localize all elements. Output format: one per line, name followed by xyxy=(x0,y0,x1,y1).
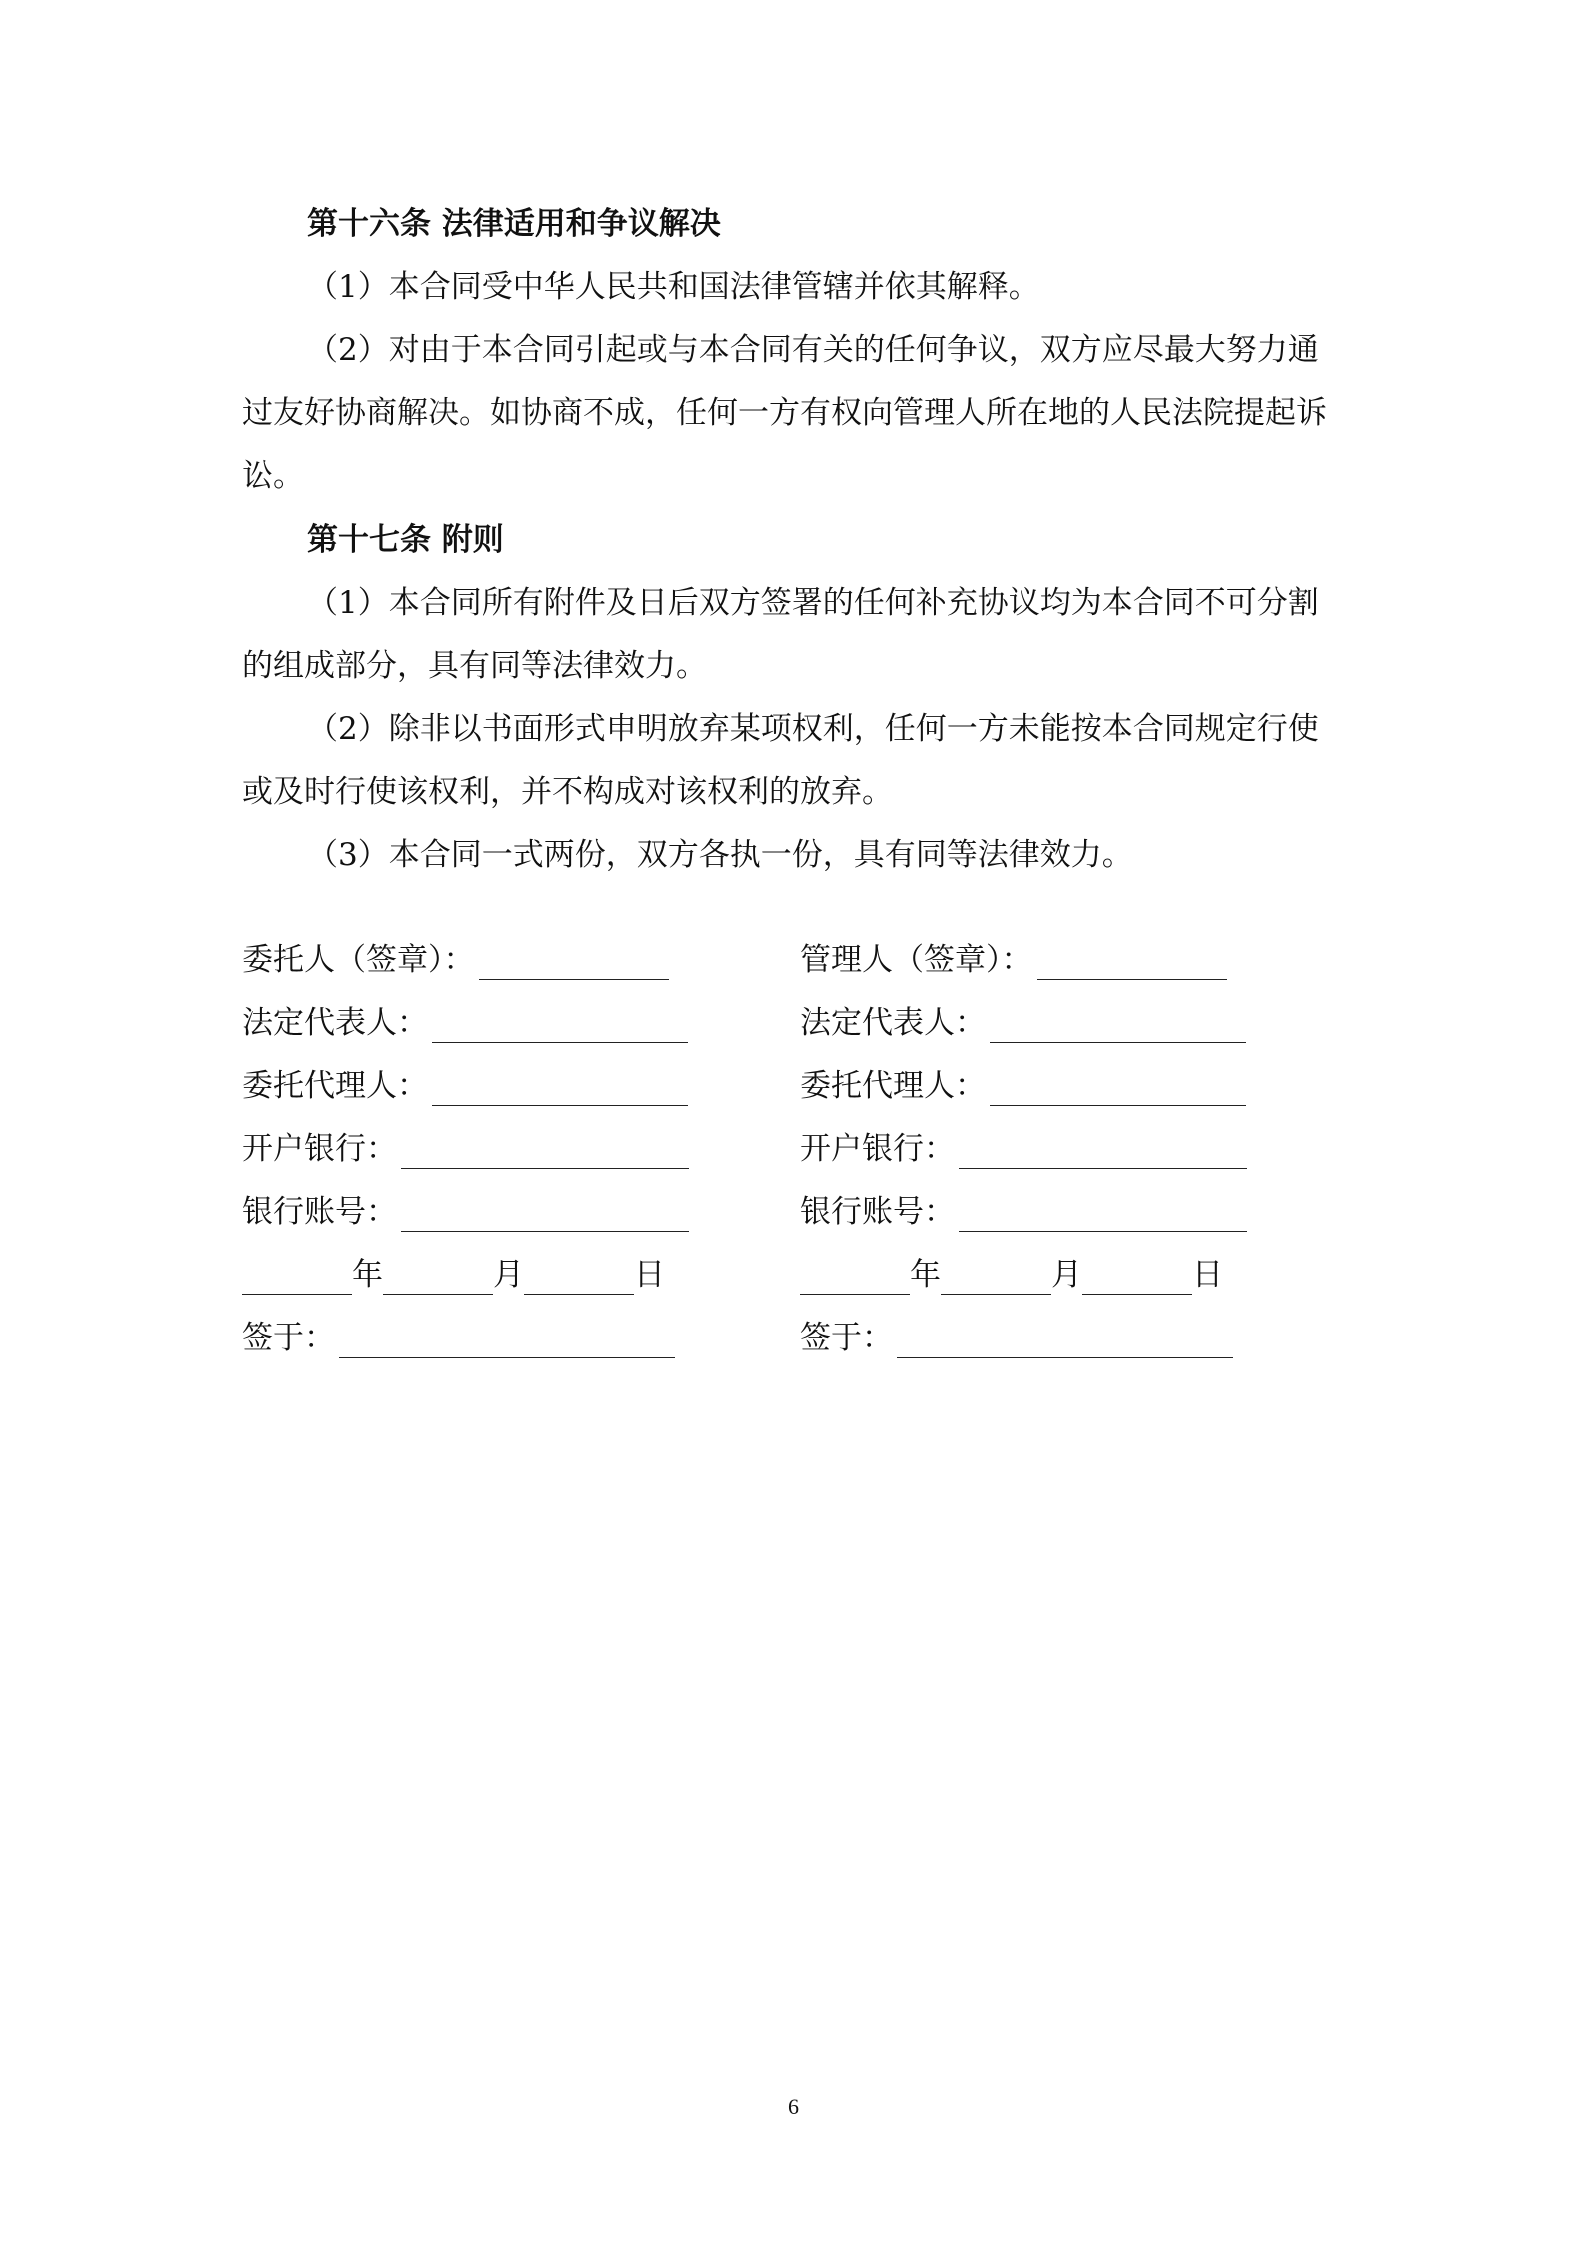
left-legal-rep-line[interactable] xyxy=(432,1012,688,1043)
left-agent-row xyxy=(242,1066,688,1106)
left-signed-at-row xyxy=(242,1318,675,1358)
article-17-clause-1-line-2: 的组成部分，具有同等法律效力。 xyxy=(242,648,707,684)
right-party-signature-line[interactable] xyxy=(1037,949,1227,980)
left-month-line[interactable] xyxy=(383,1264,493,1295)
right-party-signature-row xyxy=(800,940,1227,980)
right-day-line[interactable] xyxy=(1082,1264,1192,1295)
left-year-label: 年 xyxy=(352,1257,383,1293)
left-agent-line[interactable] xyxy=(432,1075,688,1106)
right-signed-at-line[interactable] xyxy=(897,1327,1233,1358)
left-day-label: 日 xyxy=(634,1257,665,1293)
left-party-signature-line[interactable] xyxy=(479,949,669,980)
right-bank-label: 开户银行： xyxy=(800,1131,955,1167)
left-signed-at-label: 签于： xyxy=(242,1320,335,1356)
right-party-label: 管理人（签章）： xyxy=(800,942,1033,978)
left-party-label: 委托人（签章）： xyxy=(242,942,475,978)
right-bank-line[interactable] xyxy=(959,1138,1247,1169)
left-legal-rep-row xyxy=(242,1003,688,1043)
right-legal-rep-line[interactable] xyxy=(990,1012,1246,1043)
article-17-heading: 第十七条 附则 xyxy=(307,522,504,558)
left-bank-row xyxy=(242,1129,689,1169)
left-bank-label: 开户银行： xyxy=(242,1131,397,1167)
left-year-line[interactable] xyxy=(242,1264,352,1295)
left-signed-at-line[interactable] xyxy=(339,1327,675,1358)
right-agent-label: 委托代理人： xyxy=(800,1068,986,1104)
left-account-line[interactable] xyxy=(401,1201,689,1232)
right-date-row xyxy=(800,1255,1223,1295)
article-17-clause-1-line-1: （1）本合同所有附件及日后双方签署的任何补充协议均为本合同不可分割 xyxy=(307,585,1319,621)
article-17-clause-3: （3）本合同一式两份，双方各执一份，具有同等法律效力。 xyxy=(307,837,1133,873)
right-day-label: 日 xyxy=(1192,1257,1223,1293)
right-agent-row xyxy=(800,1066,1246,1106)
right-month-label: 月 xyxy=(1051,1257,1082,1293)
left-bank-line[interactable] xyxy=(401,1138,689,1169)
right-account-line[interactable] xyxy=(959,1201,1247,1232)
right-year-label: 年 xyxy=(910,1257,941,1293)
article-17-clause-2-line-2: 或及时行使该权利，并不构成对该权利的放弃。 xyxy=(242,774,893,810)
left-account-row xyxy=(242,1192,689,1232)
right-signed-at-row xyxy=(800,1318,1233,1358)
right-month-line[interactable] xyxy=(941,1264,1051,1295)
left-legal-rep-label: 法定代表人： xyxy=(242,1005,428,1041)
right-agent-line[interactable] xyxy=(990,1075,1246,1106)
right-legal-rep-row xyxy=(800,1003,1246,1043)
left-month-label: 月 xyxy=(493,1257,524,1293)
left-day-line[interactable] xyxy=(524,1264,634,1295)
left-date-row xyxy=(242,1255,665,1295)
left-account-label: 银行账号： xyxy=(242,1194,397,1230)
article-17-clause-2-line-1: （2）除非以书面形式申明放弃某项权利，任何一方未能按本合同规定行使 xyxy=(307,711,1319,747)
article-16-clause-2-line-1: （2）对由于本合同引起或与本合同有关的任何争议，双方应尽最大努力通 xyxy=(307,332,1319,368)
page-number: 6 xyxy=(788,2094,799,2119)
right-account-row xyxy=(800,1192,1247,1232)
right-account-label: 银行账号： xyxy=(800,1194,955,1230)
article-16-clause-2-line-3: 讼。 xyxy=(242,458,304,494)
right-signed-at-label: 签于： xyxy=(800,1320,893,1356)
article-16-clause-2-line-2: 过友好协商解决。如协商不成，任何一方有权向管理人所在地的人民法院提起诉 xyxy=(242,395,1327,431)
article-16-heading: 第十六条 法律适用和争议解决 xyxy=(307,206,721,242)
left-party-signature-row xyxy=(242,940,669,980)
right-bank-row xyxy=(800,1129,1247,1169)
article-16-clause-1: （1）本合同受中华人民共和国法律管辖并依其解释。 xyxy=(307,269,1040,305)
right-legal-rep-label: 法定代表人： xyxy=(800,1005,986,1041)
right-year-line[interactable] xyxy=(800,1264,910,1295)
left-agent-label: 委托代理人： xyxy=(242,1068,428,1104)
